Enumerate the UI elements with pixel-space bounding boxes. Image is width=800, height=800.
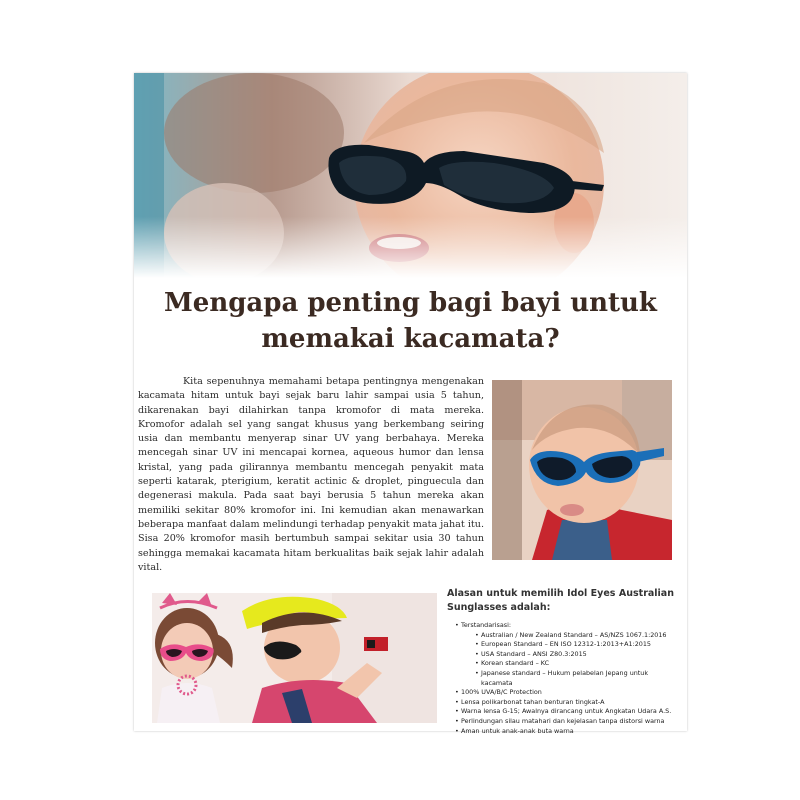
- baby-sunglasses-image: [134, 73, 687, 278]
- list-item: • Lensa polikarbonat tahan benturan tingkat-A: [455, 698, 674, 708]
- kids-sunglasses-photo: [152, 593, 437, 723]
- hero-photo: [134, 73, 687, 278]
- page-title: Mengapa penting bagi bayi untuk memakai kacamata?: [164, 288, 657, 354]
- product-page: [134, 73, 687, 735]
- list-item: • USA Standard – ANSI Z80.3:2015: [475, 650, 674, 660]
- list-item: • Warna lensa G-15; Awalnya dirancang untuk Angkatan Udara A.S.: [455, 707, 674, 717]
- reasons-section: [447, 587, 674, 736]
- kids-image: [152, 593, 437, 723]
- reasons-heading: Alasan untuk memilih Idol Eyes Australian Sunglasses adalah:: [447, 588, 674, 613]
- reasons-list: [447, 621, 674, 736]
- list-item: • Korean standard – KC: [475, 659, 674, 669]
- baby-blue-sunglasses-photo: [492, 380, 672, 560]
- list-item: • European Standard – EN ISO 12312-1:2013+A1:2015: [475, 640, 674, 650]
- baby-blue-image: [492, 380, 672, 560]
- list-item: [455, 621, 674, 688]
- standards-list: [461, 631, 674, 689]
- list-item: • 100% UVA/B/C Protection: [455, 688, 674, 698]
- list-item: • Aman untuk anak-anak buta warna: [455, 727, 674, 737]
- list-item: • Australian / New Zealand Standard – AS/NZS 1067.1:2016: [475, 631, 674, 641]
- article-body: Kita sepenuhnya memahami betapa pentingnya mengenakan kacamata hitam untuk bayi sejak baru lahir sampai usia 5 tahun, dikarenakan bayi dilahirkan tanpa kromofor di mata mereka. Kromofor adalah sel yang sangat khusus yang berkembang seiring usia dan membantu menyerap sinar UV yang berbahaya. Mereka mencegah sinar UV ini mencapai kornea, aqueous humor dan lensa kristal, yang pada gilirannya membantu mencegah penyakit mata seperti katarak, pterigium, keratit actinic & droplet, pinguecula dan degenerasi makula. Pada saat bayi berusia 5 tahun mereka akan memiliki sekitar 80% kromofor ini. Ini kemudian akan menawarkan beberapa manfaat dalam melindungi terhadap penyakit mata jahat itu. Sisa 20% kromofor masih bertumbuh sampai sekitar usia 30 tahun sehingga memakai kacamata hitam berkualitas baik sejak lahir adalah vital.: [138, 376, 484, 573]
- list-item: • Japanese standard – Hukum pelabelan Jepang untuk kacamata: [475, 669, 674, 688]
- list-item: • Perlindungan silau matahari dan kejelasan tanpa distorsi warna: [455, 717, 674, 727]
- standards-label: Terstandarisasi:: [461, 621, 512, 629]
